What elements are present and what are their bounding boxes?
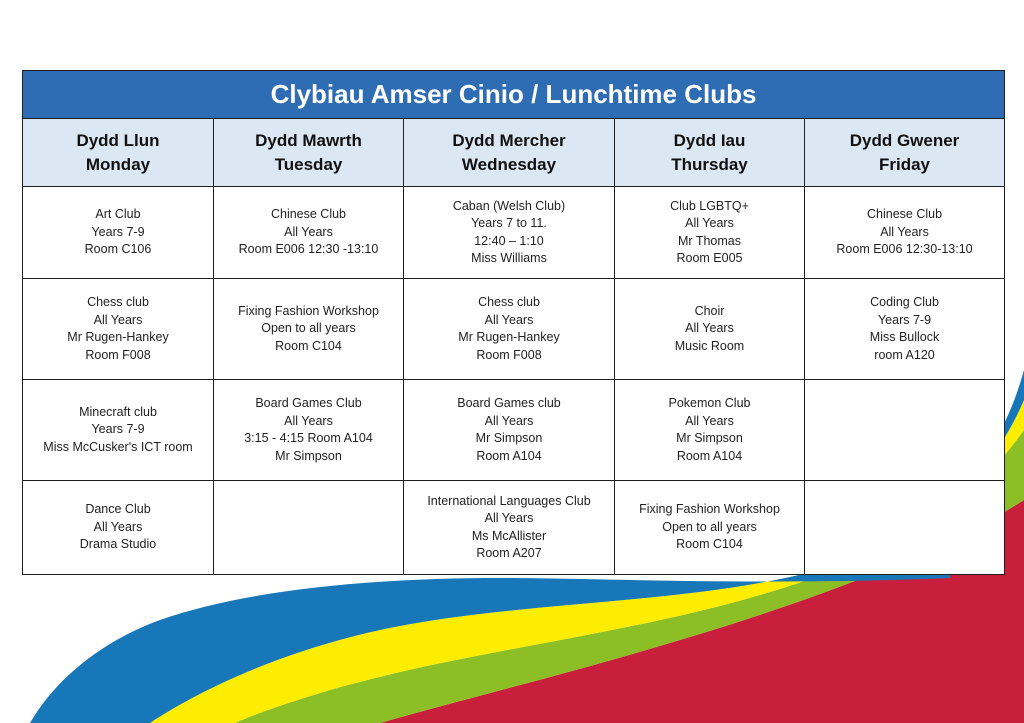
club-detail: Room A104 (676, 448, 743, 463)
club-name: Chinese Club (866, 207, 943, 222)
club-detail: Years 7-9 (91, 422, 145, 437)
club-name: Board Games club (457, 396, 561, 410)
club-name: Fixing Fashion Workshop (238, 303, 379, 318)
club-detail: Ms McAllister (471, 528, 547, 543)
club-detail: Room C104 (275, 338, 342, 353)
club-cell (615, 279, 805, 380)
day-welsh: Dydd Gwener (849, 130, 960, 150)
club-detail: Room A104 (476, 448, 542, 463)
club-cell (404, 380, 615, 481)
club-detail: All Years (284, 413, 333, 428)
club-detail: 12:40 – 1:10 (474, 233, 544, 248)
club-name: Club LGBTQ+ (670, 198, 749, 213)
club-cell (404, 279, 615, 380)
club-cell (23, 279, 214, 380)
club-detail: All Years (685, 321, 734, 336)
table-row (23, 481, 1005, 575)
club-detail: Room A207 (476, 546, 542, 560)
club-name: Minecraft club (79, 404, 157, 419)
club-name: Caban (Welsh Club) (452, 198, 566, 213)
club-name: Board Games Club (255, 396, 362, 410)
club-detail: Room E006 12:30-13:10 (836, 242, 973, 257)
club-cell (214, 380, 404, 481)
day-welsh: Dydd Iau (673, 130, 746, 150)
club-cell (404, 481, 615, 575)
day-welsh: Dydd Mawrth (255, 130, 362, 150)
club-detail: Mr Simpson (275, 448, 342, 463)
day-header-tuesday (214, 119, 404, 187)
day-welsh: Dydd Llun (76, 130, 160, 150)
day-header-wednesday (404, 119, 615, 187)
table-title: Clybiau Amser Cinio / Lunchtime Clubs (23, 71, 1005, 119)
club-name: Art Club (95, 207, 141, 222)
lunchtime-clubs-table (22, 70, 1005, 575)
club-name: Choir (694, 303, 725, 318)
empty-cell (805, 380, 1005, 481)
club-detail: All Years (484, 511, 534, 525)
club-detail: Room E005 (676, 251, 743, 265)
club-cell (404, 187, 615, 279)
club-cell (615, 380, 805, 481)
club-detail: Open to all years (662, 519, 757, 534)
club-cell (805, 187, 1005, 279)
day-english: Tuesday (274, 154, 343, 174)
club-detail: Years 7 to 11. (471, 216, 547, 230)
day-english: Thursday (671, 154, 748, 174)
club-cell (23, 481, 214, 575)
table-row (23, 187, 1005, 279)
club-detail: Drama Studio (79, 537, 157, 552)
club-detail: All Years (284, 224, 333, 239)
table-row (23, 279, 1005, 380)
club-detail: Mr Thomas (678, 233, 741, 248)
empty-cell (214, 481, 404, 575)
club-detail: Miss Williams (471, 251, 547, 265)
club-detail: Room C106 (84, 242, 152, 257)
club-detail: Years 7-9 (91, 224, 145, 239)
club-cell (615, 481, 805, 575)
table-row (23, 380, 1005, 481)
day-header-monday (23, 119, 214, 187)
club-detail: Mr Simpson (475, 431, 543, 445)
day-header-thursday (615, 119, 805, 187)
club-detail: All Years (880, 224, 929, 239)
day-english: Wednesday (461, 154, 557, 174)
club-detail: Years 7-9 (877, 312, 932, 327)
day-english: Monday (85, 154, 151, 174)
club-detail: All Years (93, 519, 143, 534)
club-detail: Open to all years (261, 321, 356, 336)
club-detail: Room C104 (676, 537, 743, 552)
club-detail: All Years (685, 216, 734, 230)
club-detail: room A120 (874, 347, 935, 362)
club-name: Coding Club (870, 295, 939, 309)
club-detail: All Years (93, 312, 143, 327)
day-header-row (23, 119, 1005, 187)
club-detail: 3:15 - 4:15 Room A104 (244, 431, 373, 445)
day-english: Friday (879, 154, 931, 174)
club-cell (214, 187, 404, 279)
club-name: Fixing Fashion Workshop (639, 502, 780, 517)
day-welsh: Dydd Mercher (452, 130, 566, 150)
club-detail: All Years (685, 413, 734, 428)
club-detail: Room E006 12:30 -13:10 (238, 242, 379, 257)
club-cell (23, 187, 214, 279)
club-detail: Room F008 (85, 347, 151, 362)
club-name: Chinese Club (270, 207, 347, 222)
club-detail: Miss Bullock (869, 330, 940, 344)
club-detail: Miss McCusker's ICT room (43, 439, 193, 454)
club-cell (23, 380, 214, 481)
empty-cell (805, 481, 1005, 575)
club-detail: Room F008 (476, 347, 542, 362)
club-name: Chess club (87, 295, 149, 309)
club-detail: Mr Rugen-Hankey (67, 330, 169, 344)
club-name: Pokemon Club (668, 396, 751, 410)
club-cell (615, 187, 805, 279)
club-detail: Mr Simpson (676, 431, 743, 445)
club-name: Dance Club (85, 502, 151, 517)
club-name: International Languages Club (427, 493, 591, 508)
club-detail: Music Room (674, 338, 745, 353)
club-detail: Mr Rugen-Hankey (458, 330, 560, 344)
club-cell (214, 279, 404, 380)
club-cell (805, 279, 1005, 380)
club-detail: All Years (484, 413, 534, 428)
day-header-friday (805, 119, 1005, 187)
club-name: Chess club (478, 295, 540, 309)
club-detail: All Years (484, 312, 534, 327)
